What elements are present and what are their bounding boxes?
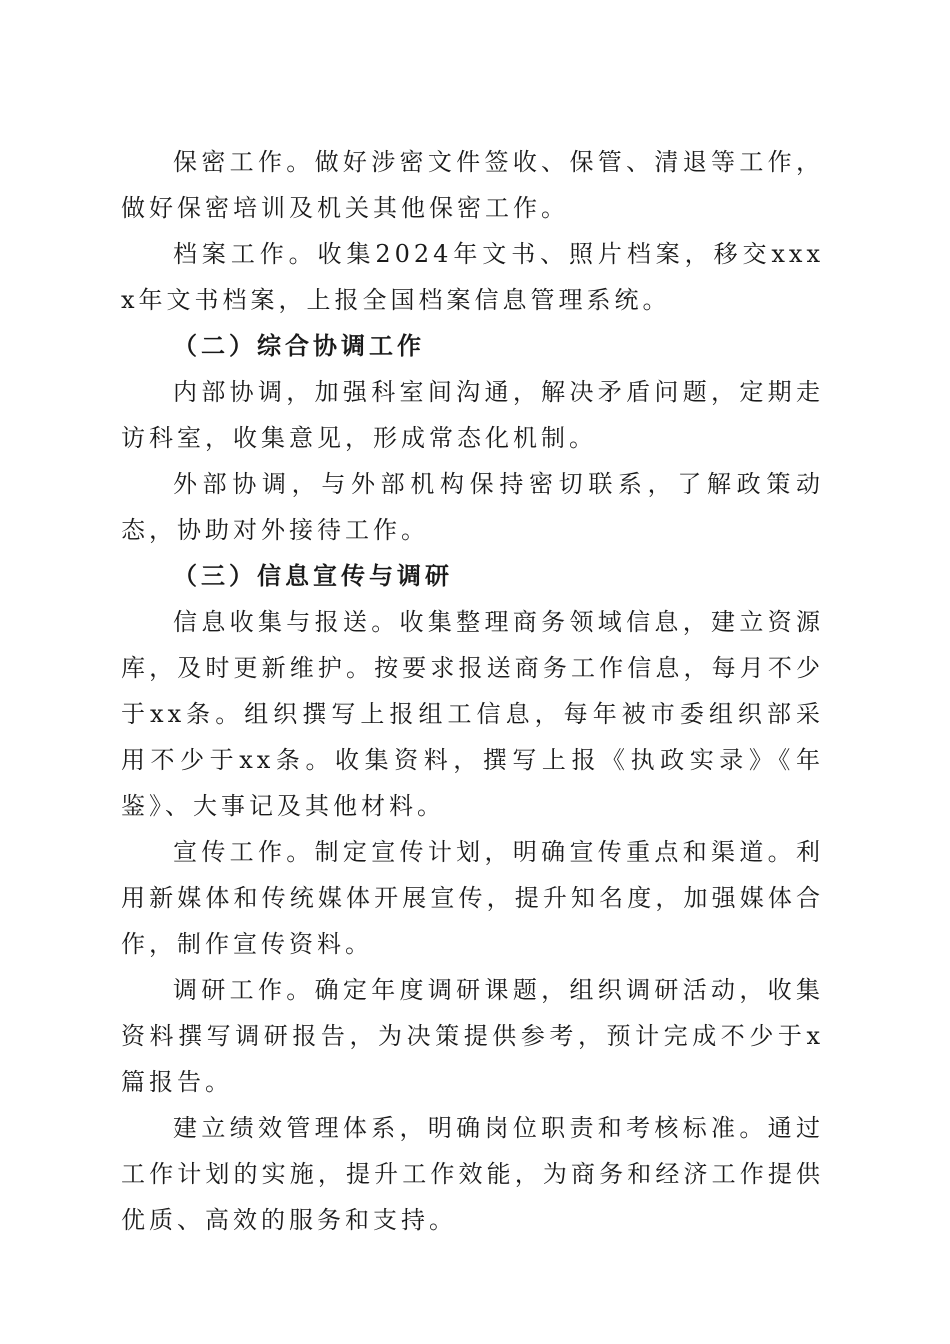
paragraph-internal-coordination: 内部协调，加强科室间沟通，解决矛盾问题，定期走访科室，收集意见，形成常态化机制。 (121, 378, 824, 452)
paragraph-confidentiality: 保密工作。做好涉密文件签收、保管、清退等工作，做好保密培训及机关其他保密工作。 (121, 148, 824, 222)
section-heading-coordination: （二）综合协调工作 (173, 331, 425, 360)
paragraph-research: 调研工作。确定年度调研课题，组织调研活动，收集资料撰写调研报告，为决策提供参考，预计完成不少于x篇报告。 (121, 976, 824, 1096)
paragraph-performance-management: 建立绩效管理体系，明确岗位职责和考核标准。通过工作计划的实施，提升工作效能，为商务和经济工作提供优质、高效的服务和支持。 (121, 1114, 824, 1234)
paragraph-external-coordination: 外部协调，与外部机构保持密切联系，了解政策动态，协助对外接待工作。 (121, 470, 824, 544)
paragraph-publicity: 宣传工作。制定宣传计划，明确宣传重点和渠道。利用新媒体和传统媒体开展宣传，提升知名度，加强媒体合作，制作宣传资料。 (121, 838, 824, 958)
document-body (121, 139, 824, 1243)
section-heading-information-research: （三）信息宣传与调研 (173, 561, 453, 590)
paragraph-archives: 档案工作。收集2024年文书、照片档案，移交xxxx年文书档案，上报全国档案信息管理系统。 (121, 240, 824, 314)
paragraph-information-collection: 信息收集与报送。收集整理商务领域信息，建立资源库，及时更新维护。按要求报送商务工作信息，每月不少于xx条。组织撰写上报组工信息，每年被市委组织部采用不少于xx条。收集资料，撰写上报《执政实录》《年鉴》、大事记及其他材料。 (121, 608, 824, 820)
